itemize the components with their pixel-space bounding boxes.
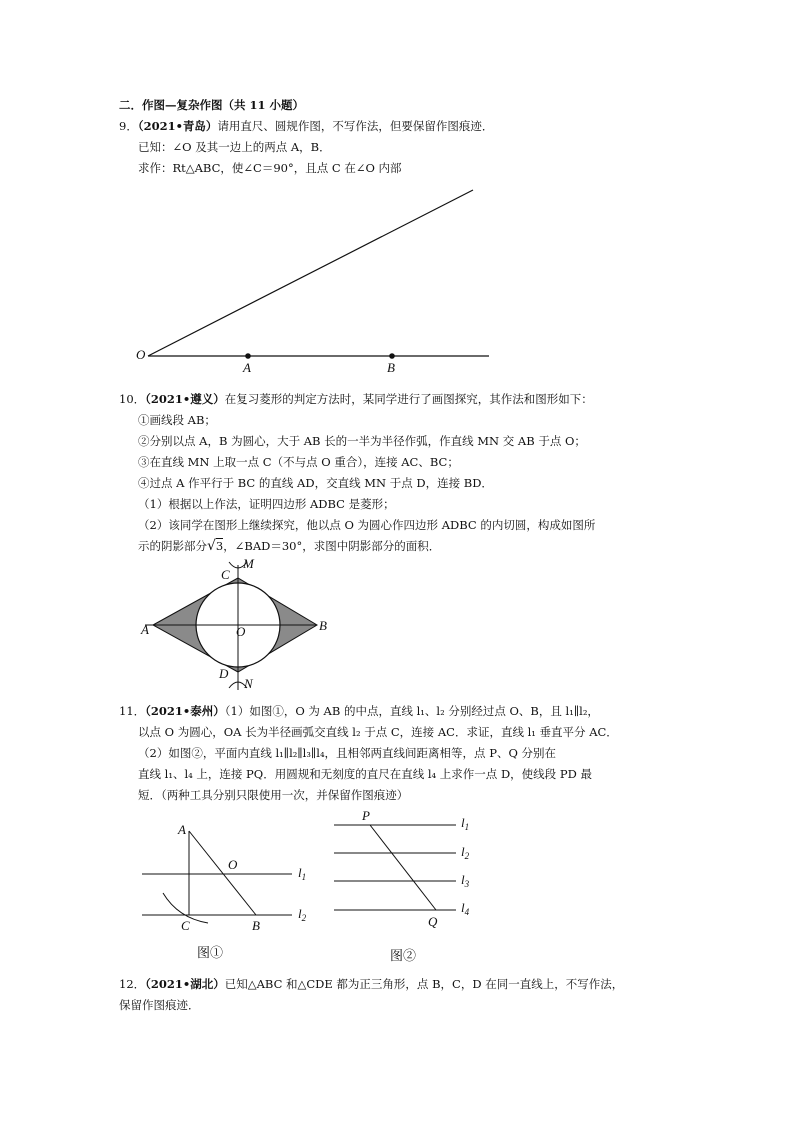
label-b: B: [319, 618, 327, 633]
label-o: O: [136, 347, 146, 362]
label-a: A: [178, 822, 186, 837]
label-c: C: [181, 918, 190, 933]
question-stem: 请用直尺、圆规作图，不写作法，但要保留作图痕迹．: [217, 119, 494, 133]
label-a: A: [141, 622, 149, 637]
label-d: D: [219, 666, 229, 681]
label-p: P: [362, 808, 370, 823]
question-9-given: 已知：∠O 及其一边上的两点 A，B．: [138, 140, 331, 154]
part2-text-a: 示的阴影部分: [138, 539, 207, 553]
question-9-find: 求作：Rt△ABC，使∠C＝90°，且点 C 在∠O 内部: [138, 161, 402, 175]
question-10-step3: ③在直线 MN 上取一点 C（不与点 O 重合），连接 AC、BC；: [138, 455, 459, 469]
label-l4: $l_4$: [461, 900, 470, 917]
label-b: B: [252, 918, 260, 933]
question-10-step2: ②分别以点 A，B 为圆心，大于 AB 长的一半为半径作弧，作直线 MN 交 AB 于点 O；: [138, 434, 586, 448]
question-number: 12．: [119, 977, 146, 991]
label-b: B: [387, 360, 395, 375]
label-l1: $l_1$: [298, 865, 307, 882]
label-m: M: [243, 556, 254, 571]
question-source: （2021•泰州）: [145, 704, 225, 718]
label-l2: $l_2$: [461, 844, 470, 861]
label-q: Q: [428, 914, 438, 929]
question-11-line4: 直线 l₁、l₄ 上，连接 PQ．用圆规和无刻度的直尺在直线 l₄ 上求作一点 D，使线段 PD 最: [138, 767, 592, 781]
question-stem: 在复习菱形的判定方法时，某同学进行了画图探究，其作法和图形如下：: [224, 392, 593, 406]
label-n: N: [244, 676, 253, 691]
question-12-line2: 保留作图痕迹．: [119, 998, 200, 1012]
question-10-part2-line1: （2）该同学在图形上继续探究，他以点 O 为圆心作四边形 ADBC 的内切圆，构成如图所: [138, 518, 596, 532]
question-10-step4: ④过点 A 作平行于 BC 的直线 AD，交直线 MN 于点 D，连接 BD．: [138, 476, 493, 490]
caption-fig2: 图②: [390, 948, 417, 963]
question-source: （2021•遵义）: [145, 392, 225, 406]
question-source: （2021•湖北）: [145, 977, 225, 991]
caption-fig1: 图①: [197, 945, 224, 960]
section-heading: 二．作图—复杂作图（共 11 小题）: [119, 98, 305, 112]
segment-pq: [370, 825, 436, 910]
question-number: 9．: [119, 119, 138, 133]
question-number: 10．: [119, 392, 146, 406]
question-source: （2021•青岛）: [137, 119, 218, 133]
question-10-part1: （1）根据以上作法，证明四边形 ADBC 是菱形；: [138, 497, 395, 511]
sqrt-radicand: 3: [215, 539, 224, 553]
label-l1: $l_1$: [461, 815, 470, 832]
label-o: O: [228, 857, 238, 872]
question-12-line1: [119, 976, 623, 992]
label-c: C: [221, 567, 230, 582]
part2-text-b: ，∠BAD＝30°，求图中阴影部分的面积．: [223, 539, 441, 553]
label-l3: $l_3$: [461, 872, 470, 889]
question-11-line5: 短．（两种工具分别只限使用一次，并保留作图痕迹）: [138, 788, 409, 802]
sqrt-symbol: √: [207, 538, 216, 554]
label-l2: $l_2$: [298, 906, 307, 923]
question-10-step1: ①画线段 AB；: [138, 413, 216, 427]
label-o: O: [236, 624, 246, 639]
label-a: A: [243, 360, 251, 375]
question-text: （1）如图①，O 为 AB 的中点，直线 l₁、l₂ 分别经过点 O、B，且 l₁∥l₂，: [224, 704, 599, 718]
question-11-line3: （2）如图②，平面内直线 l₁∥l₂∥l₃∥l₄，且相邻两直线间距离相等，点 P、Q 分别在: [138, 746, 557, 760]
question-text: 已知△ABC 和△CDE 都为正三角形，点 B，C，D 在同一直线上，不写作法，: [224, 977, 624, 991]
question-11-line2: 以点 O 为圆心，OA 长为半径画弧交直线 l₂ 于点 C，连接 AC．求证，直线 l₁ 垂直平分 AC．: [138, 725, 618, 739]
question-number: 11．: [119, 704, 146, 718]
